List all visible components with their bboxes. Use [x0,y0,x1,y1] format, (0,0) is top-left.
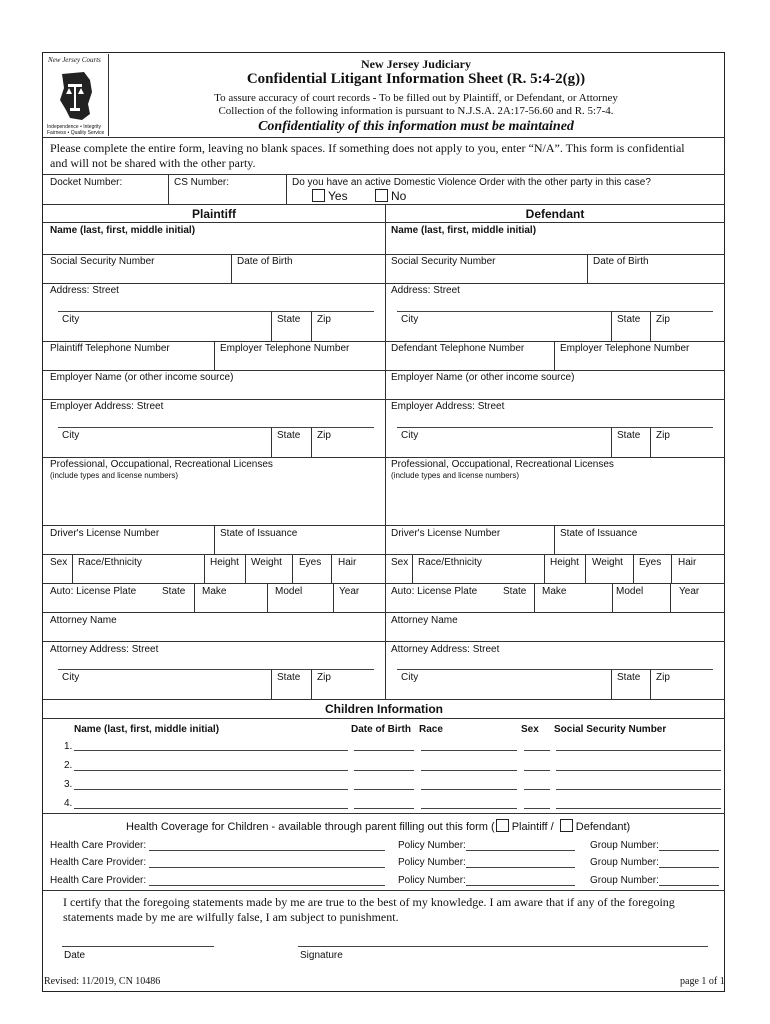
scales-of-justice-icon [56,70,96,122]
defendant-phone-label: Defendant Telephone Number [391,343,525,354]
defendant-drivers-license-label: Driver's License Number [391,528,501,539]
child-row-4-name-line[interactable] [74,808,348,809]
plaintiff-sex-label: Sex [50,557,68,568]
defendant-race-label: Race/Ethnicity [418,557,482,568]
plaintiff-heading: Plaintiff [192,207,236,221]
logo-title: New Jersey Courts [48,56,101,64]
group-label-2: Group Number: [590,857,659,868]
child-row-3-number: 3. [64,779,73,790]
policy-label-1: Policy Number: [398,840,466,851]
defendant-attorney-zip-label: Zip [656,672,670,683]
signature-label: Signature [300,950,343,961]
dv-no-checkbox[interactable] [375,189,406,202]
form-title: Confidential Litigant Information Sheet (R. 5:4-2(g)) [246,71,586,87]
provider-label-2: Health Care Provider: [50,857,147,868]
plaintiff-hair-label: Hair [338,557,357,568]
child-row-1-number: 1. [64,741,73,752]
plaintiff-attorney-name-label: Attorney Name [50,615,117,626]
defendant-eyes-label: Eyes [639,557,662,568]
plaintiff-employer-name-label: Employer Name (or other income source) [50,372,234,383]
children-heading: Children Information [325,702,443,716]
defendant-attorney-city-label: City [401,672,419,683]
defendant-licenses-note: (include types and license numbers) [391,471,520,480]
defendant-name-label: Name (last, first, middle initial) [391,225,537,236]
defendant-zip-label: Zip [656,314,670,325]
plaintiff-year-label: Year [339,586,360,597]
plaintiff-licenses-label: Professional, Occupational, Recreational Licenses [50,459,273,470]
yes-label: Yes [328,189,348,203]
plaintiff-employer-city-label: City [62,430,80,441]
defendant-year-label: Year [679,586,700,597]
plaintiff-employer-address-label: Employer Address: Street [50,401,164,412]
policy-label-2: Policy Number: [398,857,466,868]
health-defendant-label: Defendant) [575,821,631,833]
plaintiff-employer-state-label: State [277,430,301,441]
plaintiff-weight-label: Weight [251,557,282,568]
child-row-1-name-line[interactable] [74,750,348,751]
plaintiff-drivers-license-label: Driver's License Number [50,528,160,539]
defendant-sex-label: Sex [391,557,409,568]
child-row-4-number: 4. [64,798,73,809]
plaintiff-name-label: Name (last, first, middle initial) [50,225,196,236]
child-row-2-number: 2. [64,760,73,771]
children-col-dob: Date of Birth [351,724,411,735]
children-col-name: Name (last, first, middle initial) [74,724,220,735]
plaintiff-employer-phone-label: Employer Telephone Number [220,343,350,354]
defendant-employer-zip-label: Zip [656,430,670,441]
plaintiff-city-label: City [62,314,80,325]
defendant-employer-state-label: State [617,430,641,441]
docket-number-label: Docket Number: [50,177,123,188]
date-label: Date [64,950,86,961]
children-col-sex: Sex [521,724,539,735]
cs-number-label: CS Number: [174,177,230,188]
defendant-state-label: State [617,314,641,325]
plaintiff-attorney-state-label: State [277,672,301,683]
defendant-heading: Defendant [525,207,585,221]
group-label-1: Group Number: [590,840,659,851]
children-col-race: Race [419,724,443,735]
health-defendant-checkbox[interactable] [560,819,573,832]
plaintiff-state-label: State [277,314,301,325]
child-row-2-name-line[interactable] [74,770,348,771]
defendant-attorney-state-label: State [617,672,641,683]
plaintiff-licenses-note: (include types and license numbers) [50,471,179,480]
no-checkbox-box[interactable] [375,189,388,202]
plaintiff-height-label: Height [210,557,239,568]
defendant-employer-address-label: Employer Address: Street [391,401,505,412]
plaintiff-attorney-zip-label: Zip [317,672,331,683]
plaintiff-ssn-label: Social Security Number [50,256,155,267]
plaintiff-auto-plate-label: Auto: License Plate [50,586,137,597]
plaintiff-race-label: Race/Ethnicity [78,557,142,568]
health-heading-text: Health Coverage for Children - available through parent filling out this form ( [126,821,495,833]
defendant-licenses-label: Professional, Occupational, Recreational Licenses [391,459,614,470]
instructions-line-1: To assure accuracy of court records - To be filled out by Plaintiff, or Defendant, or Attorney [214,92,618,104]
defendant-ssn-label: Social Security Number [391,256,496,267]
plaintiff-state-issuance-label: State of Issuance [220,528,298,539]
no-label: No [391,189,407,203]
date-line[interactable] [62,946,214,947]
logo-motto: Independence • Integrity Fairness • Quality Service [47,124,105,136]
certification-text: I certify that the foregoing statements made by me are true to the best of my knowledge. I am aware that if any of the foregoing statements made by me are wilfully false, I am subject to punishment. [63,895,675,924]
health-coverage-heading [126,819,630,833]
defendant-state-issuance-label: State of Issuance [560,528,638,539]
defendant-make-label: Make [542,586,567,597]
signature-line[interactable] [298,946,708,947]
court-logo [44,54,109,136]
provider-label-3: Health Care Provider: [50,875,147,886]
defendant-auto-plate-label: Auto: License Plate [391,586,478,597]
defendant-city-label: City [401,314,419,325]
yes-checkbox-box[interactable] [312,189,325,202]
instructions-line-2: Collection of the following information is pursuant to N.J.S.A. 2A:17-56.60 and R. 5:7-4. [218,105,614,117]
plaintiff-model-label: Model [275,586,303,597]
defendant-auto-state-label: State [503,586,527,597]
group-label-3: Group Number: [590,875,659,886]
defendant-dob-label: Date of Birth [593,256,649,267]
revision-footer: Revised: 11/2019, CN 10486 [44,976,161,987]
policy-label-3: Policy Number: [398,875,466,886]
defendant-weight-label: Weight [592,557,623,568]
defendant-hair-label: Hair [678,557,697,568]
defendant-employer-city-label: City [401,430,419,441]
defendant-model-label: Model [616,586,644,597]
plaintiff-auto-state-label: State [162,586,186,597]
defendant-height-label: Height [550,557,579,568]
intro-text: Please complete the entire form, leaving no blank spaces. If something does not apply to you, enter “N/A”. This form is confidential and will not be shared with the other party. [50,141,685,170]
defendant-employer-phone-label: Employer Telephone Number [560,343,690,354]
plaintiff-attorney-address-label: Attorney Address: Street [50,644,159,655]
dv-yes-checkbox[interactable] [312,189,348,202]
defendant-employer-name-label: Employer Name (or other income source) [391,372,575,383]
plaintiff-address-label: Address: Street [50,285,119,296]
plaintiff-attorney-city-label: City [62,672,80,683]
dv-order-question: Do you have an active Domestic Violence Order with the other party in this case? [292,177,651,188]
defendant-attorney-name-label: Attorney Name [391,615,458,626]
defendant-attorney-address-label: Attorney Address: Street [391,644,500,655]
children-col-ssn: Social Security Number [554,724,667,735]
confidentiality-notice: Confidentiality of this information must be maintained [258,119,574,134]
health-plaintiff-label: Plaintiff / [511,821,554,833]
defendant-address-label: Address: Street [391,285,460,296]
judiciary-title: New Jersey Judiciary [361,57,471,71]
plaintiff-zip-label: Zip [317,314,331,325]
child-row-3-name-line[interactable] [74,789,348,790]
plaintiff-phone-label: Plaintiff Telephone Number [50,343,170,354]
plaintiff-make-label: Make [202,586,227,597]
plaintiff-dob-label: Date of Birth [237,256,293,267]
plaintiff-employer-zip-label: Zip [317,430,331,441]
provider-label-1: Health Care Provider: [50,840,147,851]
health-plaintiff-checkbox[interactable] [496,819,509,832]
page-number: page 1 of 1 [680,976,725,987]
plaintiff-eyes-label: Eyes [299,557,322,568]
